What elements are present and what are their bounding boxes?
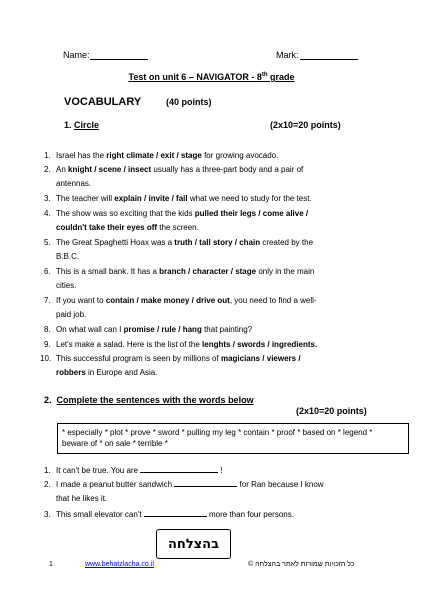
question-text: It can't be true. You are xyxy=(56,466,141,475)
behatzlacha-logo: בהצלחה xyxy=(156,529,231,559)
question-line xyxy=(56,464,376,478)
question-text: I made a peanut butter sandwich xyxy=(56,480,175,489)
question-line xyxy=(56,236,356,250)
answer-options[interactable]: promise / rule / hang xyxy=(123,325,202,334)
answer-blank[interactable] xyxy=(140,464,218,473)
answer-blank[interactable] xyxy=(174,478,237,487)
question-number: 1. xyxy=(44,151,51,160)
test-title: Test on unit 6 – NAVIGATOR - 8th grade xyxy=(128,72,295,82)
question-text: , you need to find a well- xyxy=(229,296,317,305)
question-number: 5. xyxy=(44,238,51,247)
circle-question xyxy=(44,192,356,206)
question-number: 8. xyxy=(44,325,51,334)
word-bank-line-2: beware of * on sale * terrible * xyxy=(62,439,168,448)
question-line-continued xyxy=(56,366,356,380)
answer-options[interactable]: knight / scene / insect xyxy=(68,165,152,174)
question-text: for Ran because I know xyxy=(237,480,324,489)
question-number: 1. xyxy=(44,466,51,475)
section1-heading: 1. Circle xyxy=(64,120,100,130)
circle-question xyxy=(44,207,356,235)
question-text: If you want to xyxy=(56,296,106,305)
question-number: 3. xyxy=(44,510,51,519)
answer-options[interactable]: right climate / exit / stage xyxy=(106,151,202,160)
question-line-continued xyxy=(56,250,356,264)
question-text: ! xyxy=(218,466,223,475)
question-text: created by the xyxy=(260,238,314,247)
question-line xyxy=(56,192,356,206)
circle-question xyxy=(44,265,356,293)
question-number: 2. xyxy=(44,480,51,489)
question-number: 3. xyxy=(44,194,51,203)
question-number: 4. xyxy=(44,209,51,218)
question-line xyxy=(56,163,356,177)
section2-heading: 2. Complete the sentences with the words below xyxy=(44,395,254,405)
question-line xyxy=(56,149,356,163)
question-text: The Great Spaghetti Hoax was a xyxy=(56,238,175,247)
question-line xyxy=(56,338,356,352)
answer-options[interactable]: contain / make money / drive out xyxy=(105,296,230,305)
question-text: that painting? xyxy=(201,325,253,334)
answer-options[interactable]: couldn't take their eyes off xyxy=(56,223,158,232)
question-text: An xyxy=(56,165,69,174)
question-text: Israel has the xyxy=(56,151,107,160)
word-bank-line-1: * especially * plot * prove * sword * pulling my leg * contain * proof * based on * legend * xyxy=(62,428,373,437)
vocab-points: (40 points) xyxy=(166,97,212,107)
question-text: the screen. xyxy=(157,223,199,232)
question-line-continued xyxy=(56,221,356,235)
question-line xyxy=(56,323,356,337)
answer-options[interactable]: lenghts / swords / ingredients. xyxy=(202,340,318,349)
question-line-continued xyxy=(56,308,356,322)
question-line-continued xyxy=(56,279,356,293)
circle-question xyxy=(40,352,356,380)
question-text: B.B.C. xyxy=(56,252,80,261)
section2-points: (2x10=20 points) xyxy=(296,406,367,416)
question-number: 2. xyxy=(44,165,51,174)
fill-in-question xyxy=(44,464,376,478)
question-text: The teacher will xyxy=(56,194,115,203)
answer-options[interactable]: magicians / viewers / xyxy=(220,354,301,363)
question-line xyxy=(56,265,356,279)
answer-options[interactable]: branch / character / stage xyxy=(159,267,257,276)
question-text: what we need to study for the test. xyxy=(187,194,312,203)
question-text: cities. xyxy=(56,281,77,290)
question-line-continued: that he likes it. xyxy=(56,494,108,503)
section1-points: (2x10=20 points) xyxy=(270,120,341,130)
circle-question xyxy=(44,236,356,264)
page-number: 1 xyxy=(49,561,53,568)
name-label: Name: xyxy=(63,50,90,60)
question-number: 6. xyxy=(44,267,51,276)
circle-question xyxy=(44,294,356,322)
word-bank-box xyxy=(57,423,409,454)
question-text: This is a small bank. It has a xyxy=(56,267,160,276)
circle-question xyxy=(44,149,356,163)
mark-field[interactable] xyxy=(300,59,358,60)
question-line xyxy=(56,508,376,522)
question-text: On what wall can I xyxy=(56,325,124,334)
circle-question xyxy=(44,323,356,337)
website-link[interactable]: www.behatzlacha.co.il xyxy=(85,561,154,568)
question-line-continued xyxy=(56,177,356,191)
question-line xyxy=(56,352,356,366)
question-text: This small elevator can't xyxy=(56,510,144,519)
answer-options[interactable]: explain / invite / fail xyxy=(114,194,188,203)
question-text: usually has a three-part body and a pair of xyxy=(151,165,304,174)
question-number: 7. xyxy=(44,296,51,305)
question-text: The show was so exciting that the kids xyxy=(56,209,195,218)
question-number: 9. xyxy=(44,340,51,349)
question-text: antennas. xyxy=(56,179,92,188)
circle-question xyxy=(44,163,356,191)
circle-question xyxy=(44,338,356,352)
question-line xyxy=(56,478,376,492)
question-number: 10. xyxy=(40,354,52,363)
vocab-title: VOCABULARY xyxy=(64,96,142,108)
answer-options[interactable]: pulled their legs / come alive / xyxy=(194,209,309,218)
copyright-text: כל הזכויות שמורות לאתר בהצלחה © xyxy=(248,561,355,568)
question-text: Let's make a salad. Here is the list of the xyxy=(56,340,203,349)
question-text: only in the main xyxy=(256,267,315,276)
question-text: This successful program is seen by millions of xyxy=(56,354,221,363)
question-text: more than four persons. xyxy=(206,510,294,519)
answer-blank[interactable] xyxy=(144,508,207,517)
question-text: in Europe and Asia. xyxy=(85,368,158,377)
question-line xyxy=(56,207,356,221)
answer-options[interactable]: truth / tall story / chain xyxy=(174,238,261,247)
answer-options[interactable]: robbers xyxy=(56,368,86,377)
question-text: paid job. xyxy=(56,310,87,319)
fill-in-question xyxy=(44,478,376,506)
mark-label: Mark: xyxy=(276,50,299,60)
question-line xyxy=(56,294,356,308)
fill-in-question xyxy=(44,508,376,522)
name-field[interactable] xyxy=(90,59,148,60)
question-text: for growing avocado. xyxy=(201,151,279,160)
